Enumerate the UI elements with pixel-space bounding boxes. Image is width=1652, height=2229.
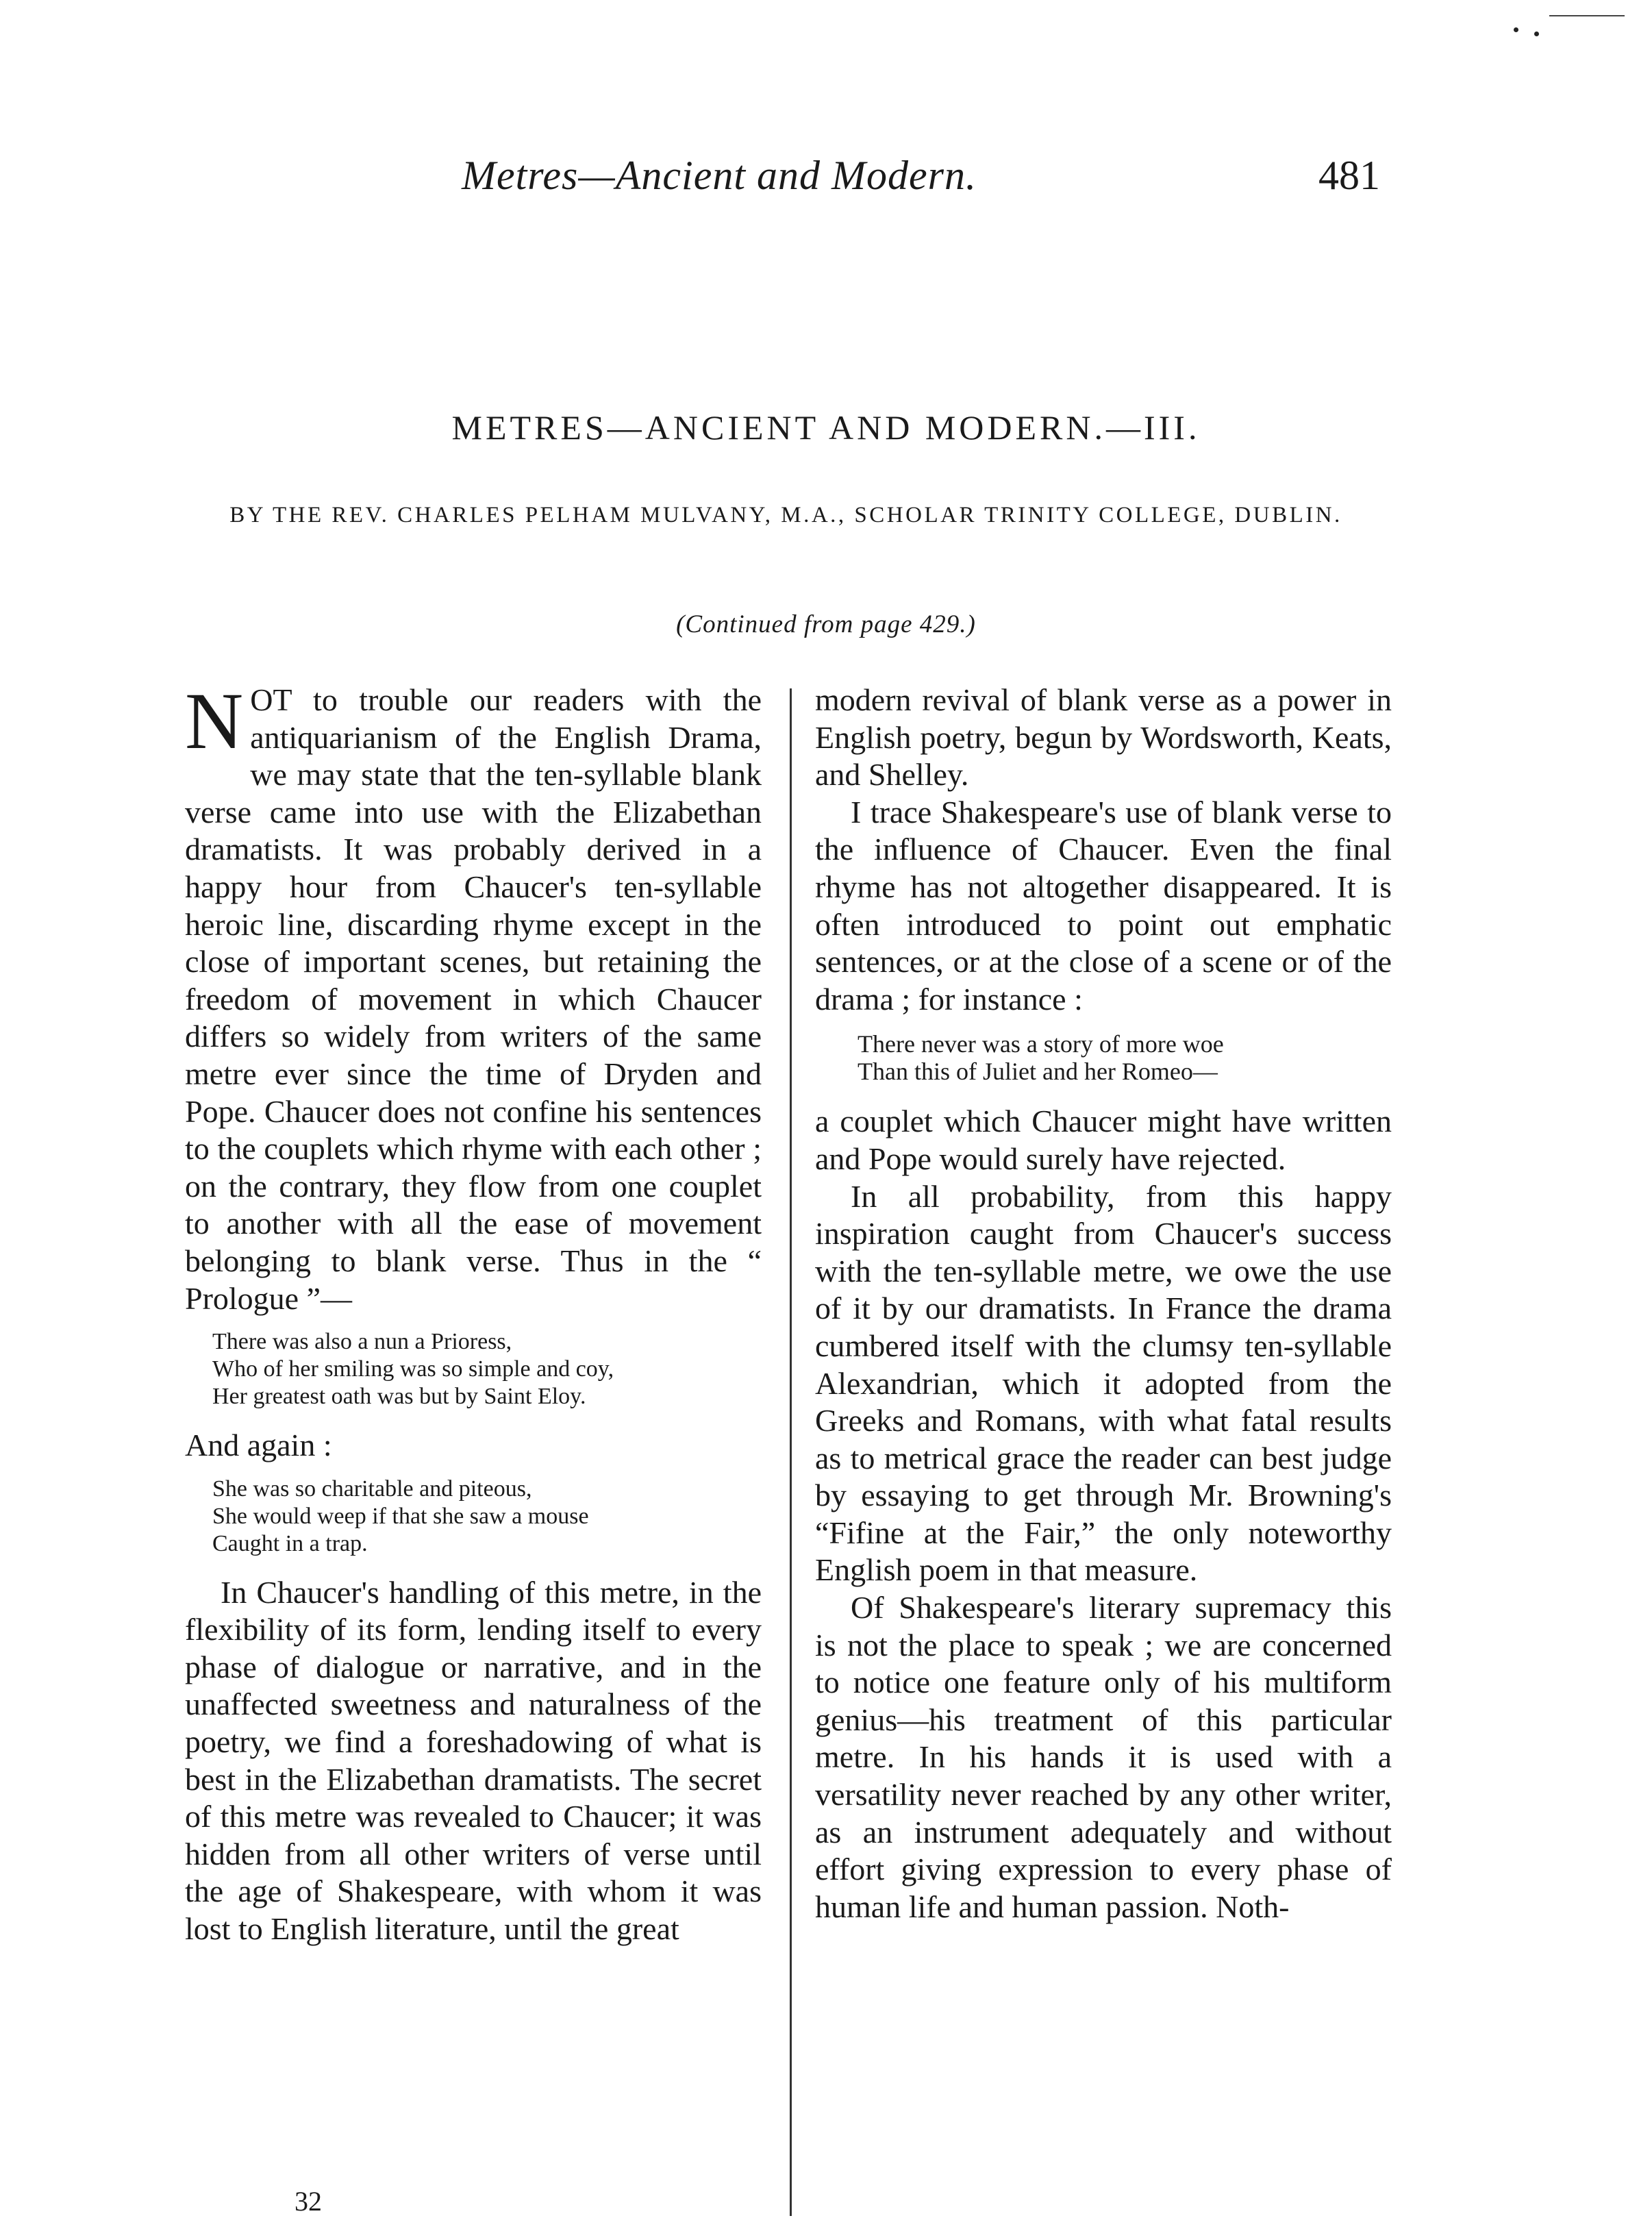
verse-line: She would weep if that she saw a mouse (212, 1503, 589, 1529)
byline: BY THE REV. CHARLES PELHAM MULVANY, M.A., SCHOLAR TRINITY COLLEGE, DUBLIN. (229, 503, 1342, 527)
verse-quote (858, 1030, 1392, 1085)
paragraph: modern revival of blank verse as a power in English poetry, begun by Wordsworth, Keats, and Shelley. (815, 682, 1392, 793)
page-number: 481 (1318, 153, 1380, 198)
column-rule (790, 688, 792, 2216)
scan-marks (1488, 15, 1625, 36)
paragraph: a couplet which Chaucer might have written and Pope would surely have rejected. (815, 1104, 1392, 1176)
paragraph: I trace Shakespeare's use of blank verse to the influence of Chaucer. Even the final rhyme has not altogether disappeared. It is often introduced to point out emphatic sentences, or at the close of a scene or of the drama ; for instance : (815, 794, 1392, 1017)
right-column (815, 682, 1392, 1926)
scan-dash (1549, 15, 1625, 16)
paragraph: And again : (185, 1428, 332, 1463)
paragraph: In Chaucer's handling of this metre, in the flexibility of its form, lending itself to every phase of dialogue or narrative, and in the unaffected sweetness and naturalness of the poetry, we find a foreshadowing of what is best in the Elizabethan dramatists. The secret of this metre was revealed to Chaucer; it was hidden from all other writers of verse until the age of Shakespeare, with whom it was lost to English literature, until the great (185, 1574, 762, 1947)
paragraph (185, 676, 762, 1317)
running-head-title: Metres—Ancient and Modern. (462, 153, 977, 198)
verse-line: There was also a nun a Prioress, (212, 1329, 512, 1355)
verse-line: She was so charitable and piteous, (212, 1475, 532, 1502)
verse-line: Caught in a trap. (212, 1530, 368, 1556)
verse-line: Than this of Juliet and her Romeo— (858, 1058, 1218, 1086)
verse-quote (212, 1475, 762, 1558)
scan-dot (1514, 27, 1518, 32)
verse-line: Who of her smiling was so simple and coy, (212, 1356, 614, 1382)
paragraph: In all probability, from this happy inspiration caught from Chaucer's success with the ten-syllable metre, we owe the use of it by our dramatists. In France the drama cumbered itself with the clumsy ten-syllable Alexandrian, which it adopted from the Greeks and Romans, with what fatal results as to metrical grace the reader can best judge by essaying to get through Mr. Browning's “Fifine at the Fair,” the only noteworthy English poem in that measure. (815, 1178, 1392, 1588)
drop-cap: N (185, 676, 244, 766)
left-column (185, 676, 762, 1948)
running-head (0, 152, 1652, 207)
continued-note: (Continued from page 429.) (676, 610, 976, 638)
scan-dot (1534, 32, 1539, 36)
signature-mark: 32 (295, 2186, 322, 2217)
verse-line: There never was a story of more woe (858, 1030, 1224, 1058)
verse-line: Her greatest oath was but by Saint Eloy. (212, 1384, 586, 1410)
verse-quote (212, 1328, 762, 1410)
paragraph-text: OT to trouble our readers with the antiquarianism of the English Drama, we may state that the ten-syllable blank verse came into use with the Elizabethan dramatists. It was probably derived in a happy hour from Chaucer's ten-syllable heroic line, discarding rhyme except in the close of important scenes, but retaining the freedom of movement in which Chaucer differs so widely from writers of the same metre ever since the time of Dryden and Pope. Chaucer does not confine his sentences to the couplets which rhyme with each other ; on the contrary, they flow from one couplet to another with all the ease of movement belonging to blank verse. Thus in the “ Prologue ”— (185, 682, 762, 1316)
article-title: METRES—ANCIENT AND MODERN.—III. (451, 408, 1201, 447)
paragraph: Of Shakespeare's literary supremacy this is not the place to speak ; we are concerned to notice one feature only of his multiform genius—his treatment of this particular metre. In his hands it is used with a versatility never reached by any other writer, as an instrument adequately and without effort giving expression to every phase of human life and human passion. Noth- (815, 1590, 1392, 1924)
